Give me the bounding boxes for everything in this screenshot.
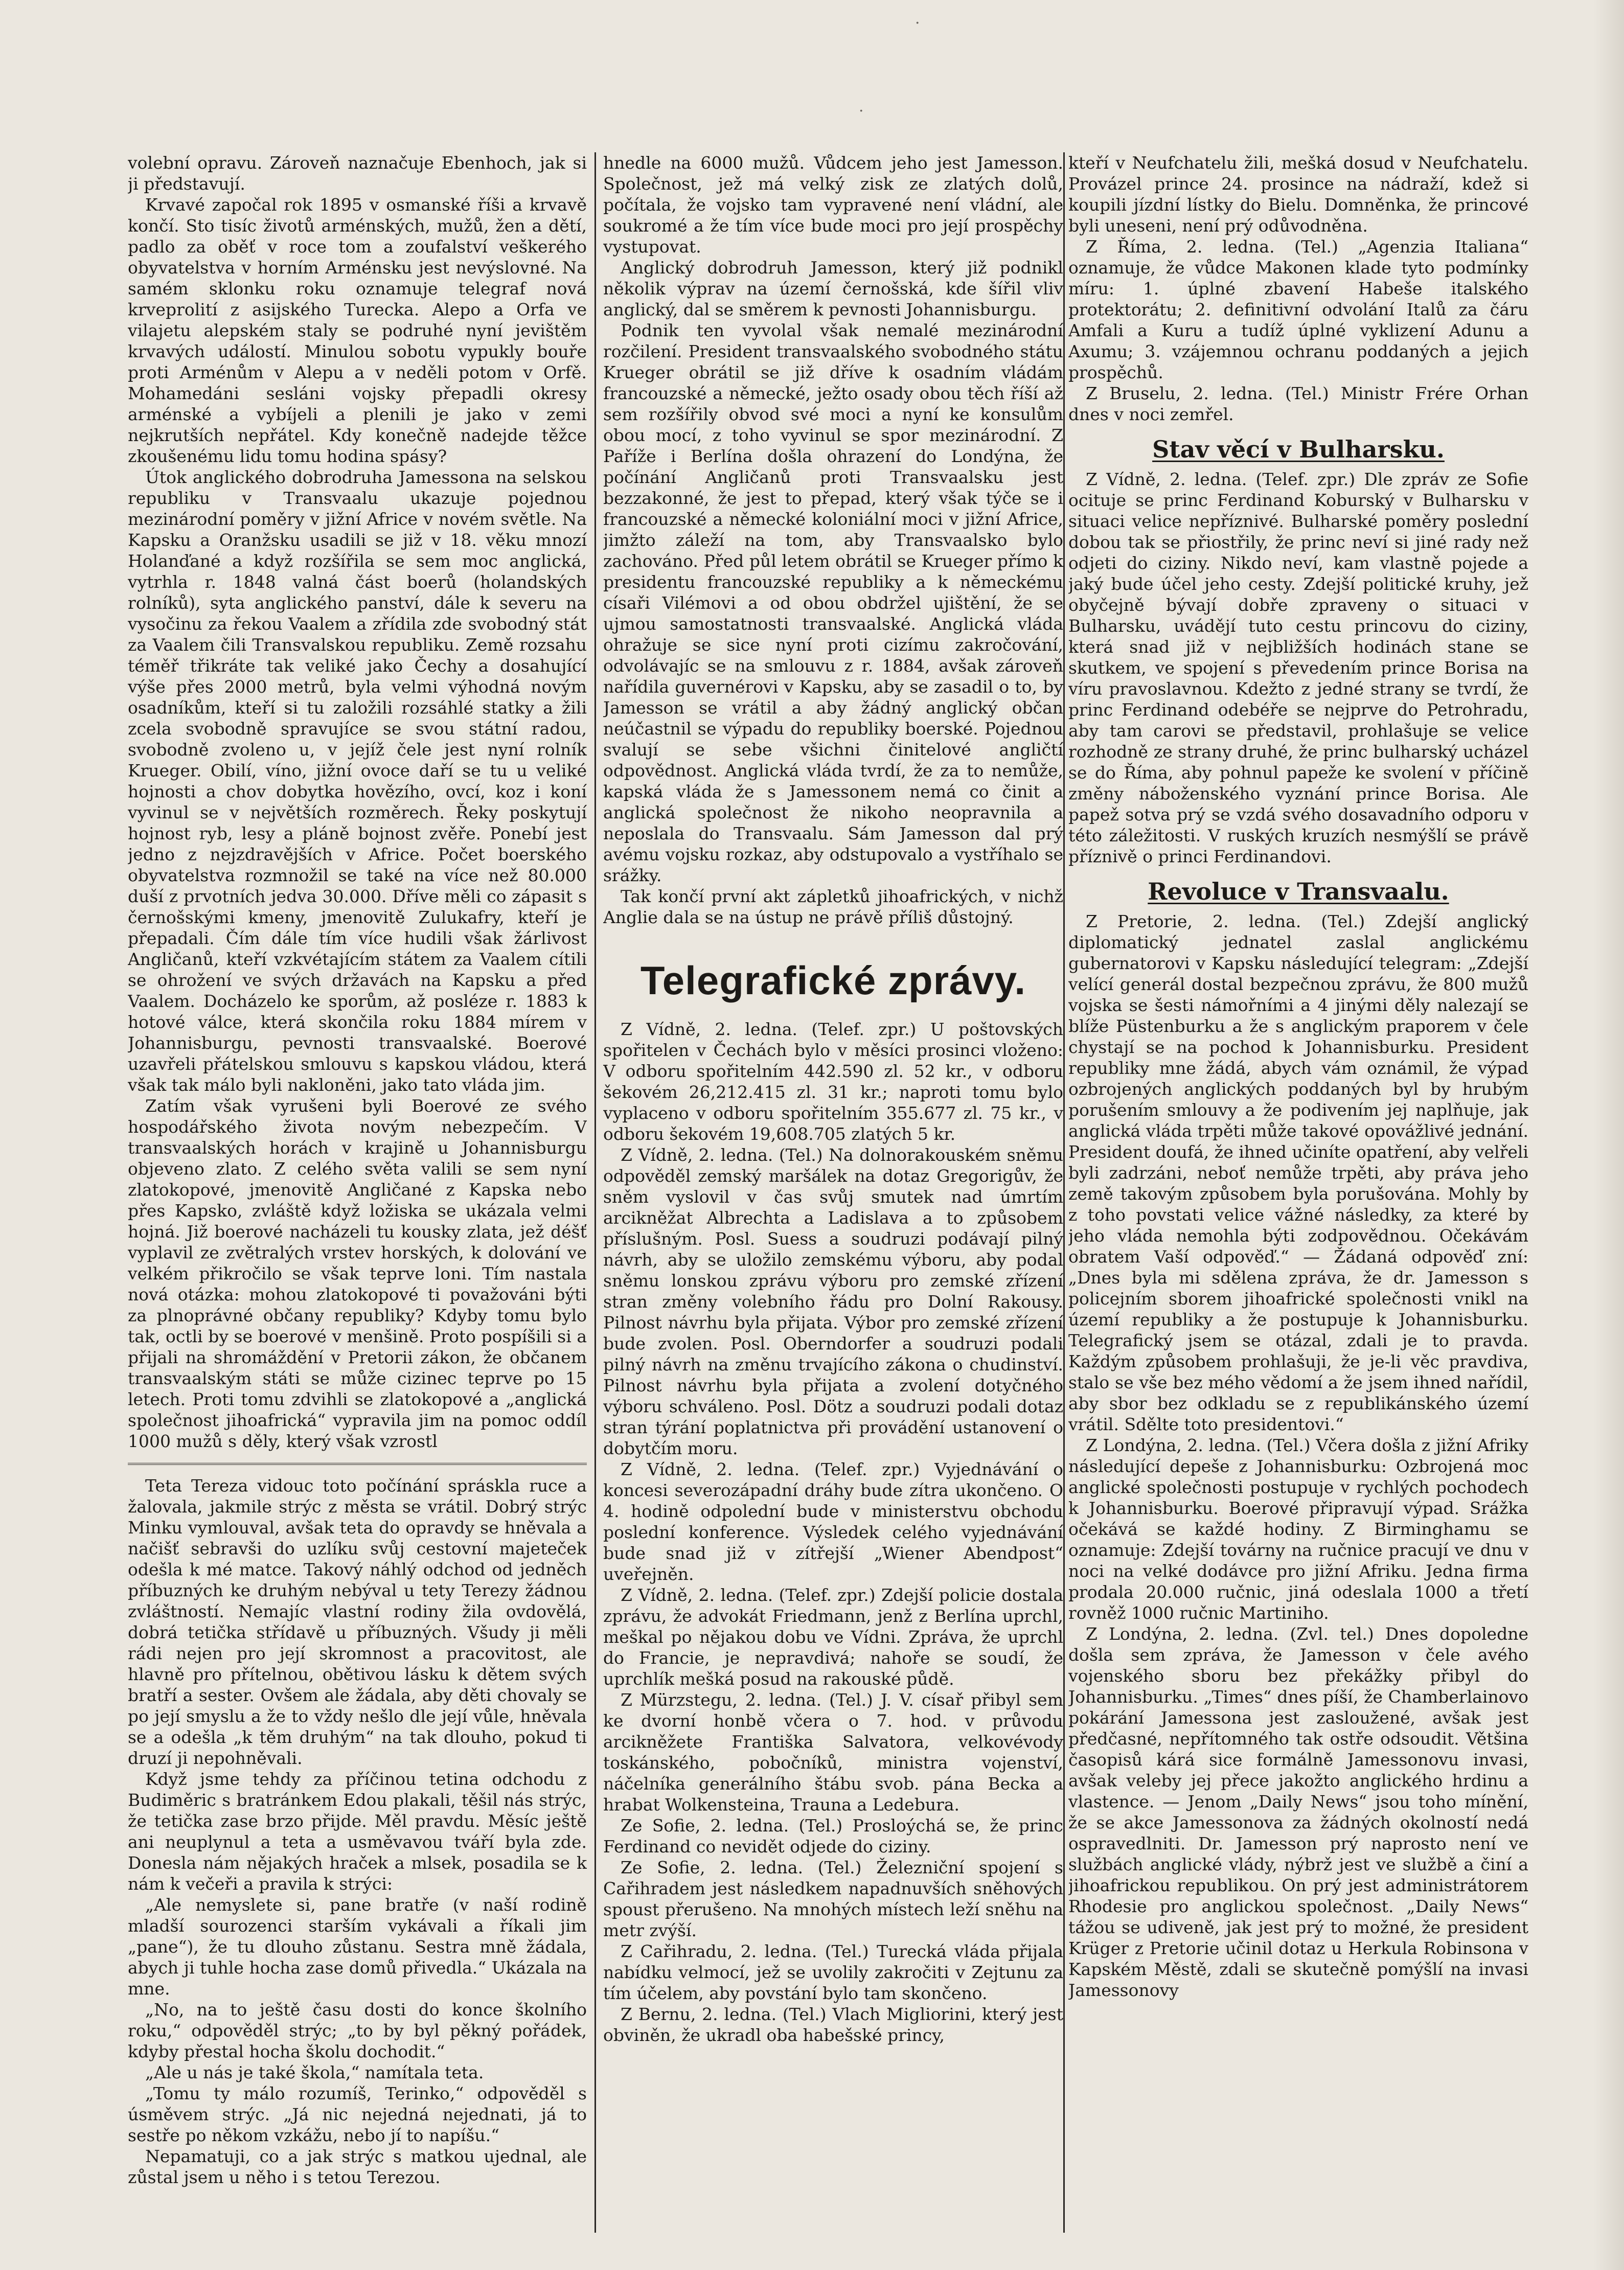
paragraph: Anglický dobrodruh Jamesson, který již podnikl několik výprav na území černošská, kde šířil vliv anglický, dal se směrem k pevnosti Johannisburgu. (603, 258, 1063, 319)
page-edge-shadow (1593, 0, 1624, 2270)
section-heading-telegrams: Telegrafické zprávy. (640, 958, 1026, 1003)
telegram-item: Ze Sofie, 2. ledna. (Tel.) Železniční spojení s Cařihradem jest následkem napadnuvších sněhových spoust přerušeno. Na mnohých místech leží sněhu na metr zvýší. (603, 1858, 1063, 1940)
feuilleton-paragraph: „No, na to ještě času dosti do konce školního roku,“ odpověděl strýc; „to by byl pěkný pořádek, kdyby přestal hocha školu dochodit.“ (128, 2000, 587, 2061)
telegram-item: Z Cařihradu, 2. ledna. (Tel.) Turecká vláda přijala nabídku velmocí, jež se uvolily zakročiti v Zejtunu za tím účelem, aby povstání bylo tam skončeno. (603, 1941, 1063, 2003)
telegram-item: Z Bruselu, 2. ledna. (Tel.) Ministr Frére Orhan dnes v noci zemřel. (1068, 383, 1528, 424)
telegram-item: Z Pretorie, 2. ledna. (Tel.) Zdejší anglický diplomatický jednatel zaslal anglickému gubernatorovi v Kapsku následující telegram: „Zdejší velící generál dostal bezpečnou zprávu, že 800 mužů vojska se šesti námořními a 4 jinými děly nalezají se blíže Püstenburku a že s anglickým praporem v čele chystají se na pochod k Johannisburku. President republiky mne žádá, abych vám oznámil, že výpad ozbrojených anglických poddaných byl by hrubým porušením smlouvy a že podivením jej naplňuje, jak anglická vláda trpěti může takové opovážlivé jednání. President doufá, že ihned učiníte opatření, aby velřeli byli zadrzáni, neboť nemůže trpěti, aby práva jeho země takovým způsobem byla porušována. Mohly by z toho povstati velice vážné následky, za které by jeho vláda nemohla býti zodpovědnou. Očekávám obratem Vaší odpověď.“ — Žádaná odpověď zní: „Dnes byla mi sdělena zpráva, že dr. Jamesson s policejním sborem jihoafrické společnosti vnikl na území republiky a že postupuje k Johannisburku. Telegrafický jsem se otázal, zdali je to pravda. Každým způsobem prohlašuji, že je-li věc pravdiva, stalo se vše bez mého vědomí a že jsem ihned nařídil, aby sbor bez odkladu se z republikánského území vrátil. Sdělte toto presidentovi.“ (1068, 911, 1528, 1434)
column-3 (1068, 152, 1528, 2228)
telegram-item: Z Londýna, 2. ledna. (Tel.) Včera došla z jižní Afriky následující depeše z Johannisburku: Ozbrojená moc anglické společnosti postupuje v rychlých pochodech k Johannisburku. Boerové připravují výpad. Srážka očekává se každé hodiny. Z Birminghamu se oznamuje: Zdejší továrny na ručnice pracují ve dnu v noci na velké dodávce pro jižní Afriku. Jedna firma prodala 20.000 ručnic, jiná odeslala 1000 a třetí rovněž 1000 ručnic Martiniho. (1068, 1435, 1528, 1623)
telegram-item: Z Vídně, 2. ledna. (Tel.) Na dolnorakouském sněmu odpověděl zemský maršálek na dotaz Gregorigův, že sněm vyslovil v čas svůj smutek nad úmrtím arcikněžat Albrechta a Ladislava a to způsobem příslušným. Posl. Suess a soudruzi podávají pilný návrh, aby se uložilo zemskému výboru, aby podal sněmu lonskou zprávu výboru pro zemské zřízení stran změny volebního řádu pro Dolní Rakousy. Pilnost návrhu byla přijata. Výbor pro zemské zřízení bude zvolen. Posl. Oberndorfer a soudruzi podali pilný návrh na změnu trvajícího zákona o chudinství. Pilnost návrhu byla přijata a zvolení dotyčného výboru schváleno. Posl. Dötz a soudruzi podali dotaz stran týrání poplatnictva při provádění ustanovení o dobytčím moru. (603, 1145, 1063, 1458)
column-rule-right (1063, 152, 1065, 2233)
section-divider (128, 1463, 587, 1465)
paragraph: hnedle na 6000 mužů. Vůdcem jeho jest Jamesson. Společnost, jež má velký zisk ze zlatých dolů, počítala, že vojsko tam vypravené není vládní, ale soukromé a že tím více bude moci pro její prospěchy vystupovat. (603, 153, 1063, 257)
section-heading-transvaal: Revoluce v Transvaalu. (1148, 878, 1449, 905)
scan-speck: · (915, 14, 920, 32)
feuilleton-paragraph: Teta Tereza vidouc toto počínání spráskla ruce a žalovala, jakmile strýc z města se vrátil. Dobrý strýc Minku vymlouval, avšak teta do opravdy se hněvala a načišť sebravši do uzlíku svůj cestovní majeteček odešla k mé matce. Takový náhlý odchod od jedněch příbuzných ke druhým nebýval u tety Terezy žádnou zvláštností. Nemajíc vlastní rodiny žila ovdovělá, dobrá tetička střídavě u příbuzných. Všudy ji měli rádi nejen pro její skromnost a pracovitost, ale hlavně pro přítelnou, obětivou lásku k dětem svých bratří a sester. Ovšem ale žádala, aby děti chovaly se po její smyslu a že to vždy nešlo dle její vůle, hněvala se a odešla „k těm druhým“ na tak dlouho, pokud ti druzí ji nepohněvali. (128, 1476, 587, 1768)
telegram-item: Z Vídně, 2. ledna. (Telef. zpr.) Dle zpráv ze Sofie ocituje se princ Ferdinand Koburský v Bulharsku v situaci velice nepříznivé. Bulharské poměry poslední dobou tak se přiostřily, že princ neví si jiné rady než odjeti do ciziny. Nikdo neví, kam vlastně pojede a jaký bude účel jeho cesty. Zdejší politické kruhy, jež obyčejně bývají dobře zpraveny o situaci v Bulharsku, uvádějí tuto cestu princovu do ciziny, která snad již v nejbližších hodinách stane se skutkem, ve spojení s převedením prince Borisa na víru pravoslavnou. Kdežto z jedné strany se tvrdí, že princ Ferdinand odebéře se nejprve do Petrohradu, aby tam carovi se představil, prohlašuje se velice rozhodně ze strany druhé, že princ bulharský ucházel se do Říma, aby pohnul papeže ke svolení v příčině změny náboženského vyznání prince Borisa. Ale papež sotva prý se vzdá svého dosavadního odporu v této záležitosti. V ruských kruzích nesmýšlí se právě příznivě o princi Ferdinandovi. (1068, 469, 1528, 866)
telegram-item: Z Vídně, 2. ledna. (Telef. zpr.) Zdejší policie dostala zprávu, že advokát Friedmann, jenž z Berlína uprchl, meškal po nějakou dobu ve Vídni. Zpráva, že uprchl do Francie, je nepravdivá; nahoře se soudí, že uprchlík mešká posud na rakouské půdě. (603, 1585, 1063, 1689)
paragraph: Tak končí první akt zápletků jihoafrických, v nichž Anglie dala se na ústup ne právě příliš důstojný. (603, 886, 1063, 927)
telegram-item: Z Vídně, 2. ledna. (Telef. zpr.) U poštovských spořitelen v Čechách bylo v měsíci prosinci vloženo: V odboru spořitelním 442.590 zl. 52 kr., v odboru šekovém 26,212.415 zl. 31 kr.; naproti tomu bylo vyplaceno v odboru spořitelním 355.677 zl. 75 kr., v odboru šekovém 19,608.705 zlatých 5 kr. (603, 1019, 1063, 1144)
telegram-item: Z Vídně, 2. ledna. (Telef. zpr.) Vyjednávání o koncesi severozápadní dráhy bude zítra ukončeno. O 4. hodině odpolední bude v ministerstvu obchodu poslední konference. Výsledek celého vyjednávání bude snad již v zítřejší „Wiener Abendpost“ uveřejněn. (603, 1459, 1063, 1584)
paragraph: kteří v Neufchatelu žili, mešká dosud v Neufchatelu. Provázel prince 24. prosince na nádraží, kdež si koupili jízdní lístky do Bielu. Domněnka, že princové byli uneseni, není prý odůvodněna. (1068, 153, 1528, 236)
telegram-item: Z Bernu, 2. ledna. (Tel.) Vlach Migliorini, který jest obviněn, že ukradl oba habešské princy, (603, 2004, 1063, 2045)
telegram-item: Z Říma, 2. ledna. (Tel.) „Agenzia Italiana“ oznamuje, že vůdce Makonen klade tyto podmínky míru: 1. úplné zbavení Habeše italského protektorátu; 2. definitivní odvolání Italů za čáru Amfali a Kuru a tudíž úplné vyklizení Adunu a Axumu; 3. vzájemnou ochranu poddaných a jejich prospěchů. (1068, 237, 1528, 382)
column-2 (603, 152, 1063, 2228)
telegram-item: Z Londýna, 2. ledna. (Zvl. tel.) Dnes dopoledne došla sem zpráva, že Jamesson v čele avého vojenského sboru bez překážky přibyl do Johannisburku. „Times“ dnes píší, že Chamberlainovo pokárání Jamessona jest zasloužené, avšak jest předčasné, nepřítomného tak ostře odsoudit. Většina časopisů kárá sice formálně Jamessonovu invasi, avšak veleby jej přece jakožto anglického hrdinu a vlastence. — Jenom „Daily News“ jsou toho mínění, že se akce Jamessonova za žádných okolností nedá ospravedlniti. Dr. Jamesson prý naprosto není ve službách anglické vlády, nýbrž jest ve službě a činí a jihoafrickou republikou. On prý jest administrátorem Rhodesie pro anglickou společnost. „Daily News“ tážou se udiveně, jak jest prý to možné, že president Krüger z Pretorie učinil dotaz u Herkula Robinsona v Kapském Městě, zdali se skutečně pomýšlí na invasi Jamessonovy (1068, 1624, 1528, 2000)
feuilleton-paragraph: „Ale u nás je také škola,“ namítala teta. (145, 2062, 484, 2082)
column-rule-left (594, 152, 596, 2233)
telegram-item: Z Mürzstegu, 2. ledna. (Tel.) J. V. císař přibyl sem ke dvorní honbě včera o 7. hod. v průvodu arcikněžete Františka Salvatora, velkovévody toskánského, pobočníků, ministra vojenství, náčelníka generálního štábu svob. pána Becka a hrabat Wolkensteina, Trauna a Ledebura. (603, 1690, 1063, 1815)
paragraph: Podnik ten vyvolal však nemalé mezinárodní rozčilení. President transvaalského svobodného státu Krueger obrátil se již dříve k osadním vládám francouzské a německé, ježto osady obou těch říší až sem rozšířily obvod své moci a nyní ke konsulům obou mocí, z toho vyvinul se spor mezinárodní. Z Paříže i Berlína došla ohrazení do Londýna, že počínání Angličanů proti Transvaalsku jest bezzakonné, že jest to přepad, který však týče se i francouzské a německé koloniální moci v jižní Africe, jimžto záleží na tom, aby Transvaalsko bylo zachováno. Před půl letem obrátil se Krueger přímo k presidentu francouzské republiky a k německému císaři Vilémovi a od obou obdržel ujištění, že se ujmou samostatnosti transvaalské. Anglická vláda ohražuje se sice nyní proti cizímu zakročování, odvolávajíc se na smlouvu z r. 1884, avšak zároveň nařídila guvernérovi v Kapsku, aby se zasadil o to, by Jamesson se vrátil a aby žádný anglický občan neúčastnil se výpadu do republiky boerské. Pojednou svalují se sebe všichni činitelové angličtí odpovědnost. Anglická vláda tvrdí, že za to nemůže, kapská vláda že s Jamessonem nemá co činit a anglická společnost že nikoho neopravnila a neposlala do Transvaalu. Sám Jamesson dal prý avému vojsku rozkaz, aby odstupovalo a vystříhalo se srážky. (603, 320, 1063, 885)
paragraph-transvaal-history: Útok anglického dobrodruha Jamessona na selskou republiku v Transvaalu ukazuje pojednou mezinárodní poměry v jižní Africe v novém světle. Na Kapsku a Oranžsku usadili se již v 18. věku mnozí Holanďané a když rozšířila se sem moc anglická, vytrhla r. 1848 valná část boerů (holandských rolníků), syta anglického panství, dále k severu na vysočinu za řekou Vaalem a zřídila zde svobodný stát za Vaalem čili Transvalskou republiku. Země rozsahu téměř třikráte tak veliké jako Čechy a dosahující výše přes 2000 metrů, byla velmi výhodná novým osadníkům, kteří si tu založili rozsáhlé statky a žili zcela svobodně spravujíce se svou státní radou, svobodně zvoleno u, v jejíž čele jest nyní rolník Krueger. Obilí, víno, jižní ovoce daří se tu u veliké hojnosti a chov dobytka hovězího, ovcí, koz i koní vyvinul se v největších rozměrech. Řeky poskytují hojnost ryb, lesy a pláně bojnost zvěře. Ponebí jest jedno z nejzdravějších v Africe. Počet boerského obyvatelstva rozmnožil se také na více než 80.000 duší z prvotních jedva 30.000. Dříve měli co zápasit s černošskými kmeny, jmenovitě Zulukafry, kteří je přepadali. Čím dále tím více hudili však žárlivost Angličanů, kteří vzkvétajícím státem za Vaalem cítili se ohrožení ve svých državách na Kapsku a před Vaalem. Docházelo ke sporům, až posléze r. 1883 k hotové válce, která skončila roku 1884 mírem v Johannisburgu, pevnosti transvaalské. Boerové uzavřeli přátelskou smlouvu s kapskou vládou, která však tak málo byli nakloněni, jako tato vláda jim. (128, 467, 587, 1095)
feuilleton-paragraph: „Tomu ty málo rozumíš, Terinko,“ odpověděl s úsměvem strýc. „Já nic nejedná nejednati, já to sestře po někom vzkážu, nebo jí to napíšu.“ (128, 2083, 587, 2145)
scan-speck-2: · (859, 102, 864, 120)
paragraph: volební opravu. Zároveň naznačuje Ebenhoch, jak si ji představují. (128, 153, 587, 194)
paragraph-armenia: Krvavé započal rok 1895 v osmanské říši a krvavě končí. Sto tisíc životů arménských, mužů, žen a dětí, padlo za oběť v roce tom a zoufalství veškerého obyvatelstva v horním Arménsku jest nevýslovné. Na samém sklonku roku oznamuje telegraf nová krveprolití z asijského Turecka. Alepo a Orfa ve vilajetu alepském staly se podruhé nyní jevištěm krvavých událostí. Minulou sobotu vypukly bouře proti Arménům v Alepu a v neděli potom v Orfě. Mohamedáni sesláni vojsky přepadli okresy arménské a vybíjeli a plenili je jako v zemi nejkrutších nepřátel. Kdy konečně nadejde těžce zkoušenému lidu tomu hodina spásy? (128, 195, 587, 466)
feuilleton-paragraph: Když jsme tehdy za příčinou tetina odchodu z Budiměric s bratránkem Edou plakali, těšil nás strýc, že tetička zase brzo přijde. Měl pravdu. Měsíc ještě ani neuplynul a teta a usměvavou tváří byla zde. Donesla nám nějakých hraček a mlsek, posadila se k nám k večeři a pravila k strýci: (128, 1769, 587, 1894)
column-1 (128, 152, 587, 2228)
feuilleton-paragraph: Nepamatuji, co a jak strýc s matkou ujednal, ale zůstal jsem u něho i s tetou Terezou. (128, 2146, 587, 2187)
feuilleton-paragraph: „Ale nemyslete si, pane bratře (v naší rodině mladší sourozenci starším vykávali a říkali jim „pane“), že tu dlouho zůstanu. Sestra mně žádala, abych ji tuhle hocha zase domů přivedla.“ Ukázala na mne. (128, 1895, 587, 1999)
paragraph-gold: Zatím však vyrušeni byli Boerové ze svého hospodářského života novým nebezpečím. V transvaalských horách v krajině u Johannisburgu objeveno zlato. Z celého světa valili se sem nyní zlatokopové, jmenovitě Angličané z Kapska nebo přes Kapsko, zvláště když ložiska se ukázala velmi hojná. Již boerové nacházeli tu kousky zlata, jež déšť vyplavil ze zvětralých vrstev horských, k dolování ve velkém přikročilo se však teprve loni. Tím nastala nová otázka: mohou zlatokopové ti považováni býti za plnoprávné občany republiky? Kdyby tomu bylo tak, octli by se boerové v menšině. Proto pospíšili si a přijali na shromáždění v Pretorii zákon, že občanem transvaalským státi se může cizinec teprve po 15 letech. Proti tomu zdvihli se zlatokopové a „anglická společnost jihoafrická“ vypravila jim na pomoc oddíl 1000 mužů s děly, který však vzrostl (128, 1096, 587, 1451)
telegram-item: Ze Sofie, 2. ledna. (Tel.) Prosloýchá se, že princ Ferdinand co nevidět odjede do ciziny. (603, 1816, 1063, 1856)
section-heading-bulgaria: Stav věcí v Bulharsku. (1152, 435, 1445, 463)
